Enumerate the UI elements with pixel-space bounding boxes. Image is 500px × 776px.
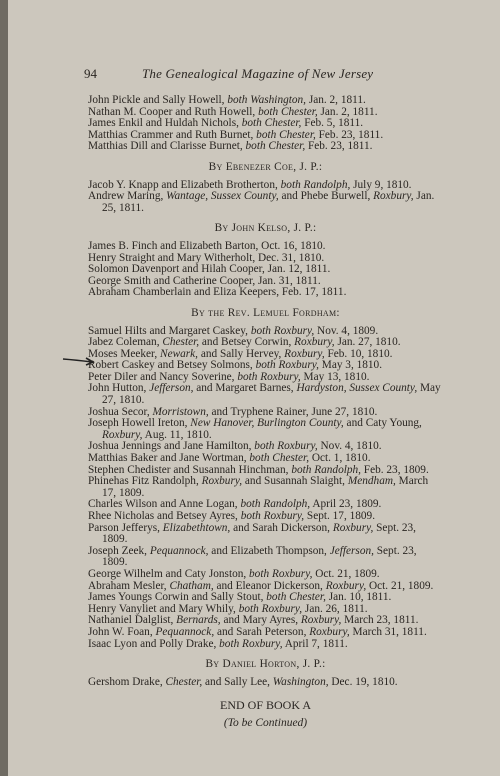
place-text: both Chester,: [241, 117, 302, 130]
entry-text: Abraham Chamberlain and Eliza Keepers, Feb. 17, 1811.: [88, 286, 347, 299]
entry-text: James Enkil and Huldah Nichols,: [88, 117, 242, 130]
entry-text: Jan. 26, 1811.: [302, 602, 368, 615]
entry-text: Joseph Howell Ireton,: [88, 417, 191, 430]
marriage-entry: [88, 418, 443, 441]
entry-text: John W. Foan,: [88, 625, 156, 638]
place-text: Newark,: [160, 347, 198, 360]
entry-text: Matthias Dill and Clarisse Burnet,: [88, 140, 246, 153]
entry-text: Joshua Secor,: [88, 405, 153, 418]
marriage-entry: [88, 383, 443, 406]
place-text: Chester,: [162, 336, 200, 349]
entry-text: Sept. 17, 1809.: [304, 510, 376, 522]
place-text: Elizabethtown,: [162, 521, 231, 534]
entry-text: Nathan M. Cooper and Ruth Howell,: [88, 105, 259, 118]
place-text: Roxbury,: [201, 475, 243, 488]
entry-text: and Sally Lee,: [202, 675, 273, 688]
marriage-entry: [88, 546, 443, 569]
place-text: Bernards,: [176, 614, 221, 627]
marriage-entry: [88, 141, 443, 153]
entry-text: and Elizabeth Thompson,: [208, 544, 330, 557]
entry-text: Jabez Coleman,: [88, 336, 163, 349]
entry-text: Joseph Zeek,: [88, 544, 150, 557]
entry-text: Parson Jefferys,: [88, 521, 163, 534]
entry-text: Isaac Lyon and Polly Drake,: [88, 637, 220, 650]
officiant-heading: By Daniel Horton, J. P.:: [205, 658, 326, 671]
officiant-heading: By Ebenezer Coe, J. P.:: [208, 160, 323, 173]
place-text: both Chester,: [258, 105, 318, 118]
end-of-book: END OF BOOK A: [219, 698, 311, 712]
entry-text: Moses Meeker,: [88, 347, 161, 360]
place-text: both Roxbury,: [238, 602, 303, 615]
place-text: Chatham,: [169, 579, 214, 592]
entry-text: Feb. 23, 1811.: [315, 128, 384, 141]
entry-text: Samuel Hilts and Margaret Caskey,: [88, 324, 251, 337]
entry-text: Oct. 21, 1809.: [366, 579, 434, 592]
entry-text: Oct. 21, 1809.: [312, 567, 380, 580]
place-text: both Roxbury,: [237, 370, 301, 383]
entry-text: John Pickle and Sally Howell,: [88, 94, 228, 106]
entry-text: and Caty Young,: [343, 417, 422, 430]
entry-text: Aug. 11, 1810.: [142, 428, 212, 441]
entry-text: and Tryphene Rainer, June 27, 1810.: [208, 405, 378, 418]
entry-text: Peter Diler and Nancy Soverine,: [88, 370, 238, 383]
marriage-entry: [88, 287, 443, 299]
entry-text: Matthias Baker and Jane Wortman,: [88, 452, 250, 465]
entry-text: Gershom Drake,: [88, 675, 166, 688]
place-text: both Roxbury,: [249, 567, 313, 580]
entry-text: Solomon Davenport and Hilah Cooper, Jan. 12, 1811.: [88, 263, 331, 276]
place-text: Roxbury,: [309, 625, 350, 638]
place-text: both Randolph,: [240, 498, 311, 511]
marriage-record-list: [88, 95, 443, 688]
entry-text: March 23, 1811.: [341, 614, 419, 627]
entry-text: Phinehas Fitz Randolph,: [88, 475, 202, 488]
place-text: Roxbury,: [102, 428, 143, 441]
place-text: both Randolph,: [280, 178, 351, 191]
entry-text: Rhee Nicholas and Betsey Ayres,: [88, 510, 241, 522]
entry-text: Stephen Chedister and Susannah Hinchman,: [88, 463, 292, 476]
place-text: Jefferson,: [149, 382, 194, 395]
entry-text: Jan. 27, 1810.: [334, 336, 401, 349]
entry-text: Jan. 10, 1811.: [325, 591, 392, 604]
place-text: both Chester,: [256, 128, 316, 141]
entry-text: Charles Wilson and Anne Logan,: [88, 498, 241, 511]
place-text: both Roxbury,: [219, 637, 283, 650]
running-title: The Genealogical Magazine of New Jersey: [142, 66, 374, 81]
entry-text: Feb. 23, 1811.: [305, 140, 373, 153]
entry-text: John Hutton,: [88, 382, 150, 395]
place-text: Roxbury,: [325, 579, 367, 592]
entry-text: Jan. 2, 1811.: [317, 105, 378, 118]
place-text: both Roxbury,: [255, 359, 319, 372]
place-text: both Randolph,: [291, 463, 361, 476]
entry-text: and Phebe Burwell,: [278, 190, 374, 203]
entry-text: and Sarah Peterson,: [214, 625, 310, 638]
page-footer: [88, 692, 443, 729]
entry-text: May 13, 1810.: [300, 370, 370, 383]
entry-text: April 7, 1811.: [282, 637, 348, 650]
entry-text: Feb. 23, 1809.: [360, 463, 429, 476]
entry-text: March 31, 1811.: [349, 625, 427, 638]
place-text: Wantage, Sussex County,: [166, 190, 279, 203]
entry-text: Abraham Mesler,: [88, 579, 170, 592]
entry-text: Nov. 4, 1810.: [317, 440, 382, 453]
place-text: Chester,: [165, 675, 203, 688]
to-be-continued: (To be Continued): [223, 717, 308, 729]
entry-text: July 9, 1810.: [350, 178, 412, 191]
place-text: Jefferson,: [329, 544, 374, 557]
entry-text: and Eleanor Dickerson,: [213, 579, 326, 592]
place-text: both Roxbury,: [240, 510, 305, 522]
officiant-heading: By the Rev. Lemuel Fordham:: [191, 306, 340, 319]
place-text: Roxbury,: [284, 347, 325, 360]
place-text: both Roxbury,: [250, 324, 315, 337]
place-text: Washington,: [272, 675, 329, 688]
entry-text: and Margaret Barnes,: [193, 382, 297, 395]
place-text: both Chester,: [245, 140, 306, 153]
entry-text: Henry Straight and Mary Witherholt, Dec. 31, 1810.: [88, 251, 325, 264]
entry-text: Nathaniel Dalglist,: [88, 614, 177, 627]
entry-text: Jan. 25, 1811.: [102, 190, 435, 214]
place-text: Hardyston, Sussex County,: [296, 382, 418, 395]
entry-text: Matthias Crammer and Ruth Burnet,: [88, 128, 257, 141]
place-text: Roxbury,: [332, 521, 374, 534]
entry-text: Joshua Jennings and Jane Hamilton,: [88, 440, 255, 453]
marriage-entry: [88, 677, 443, 689]
entry-text: Nov. 4, 1809.: [314, 324, 379, 337]
entry-text: and Sally Hervey,: [198, 347, 285, 360]
entry-text: May 3, 1810.: [318, 359, 383, 372]
entry-text: Sept. 23, 1809.: [102, 544, 417, 569]
place-text: both Roxbury,: [254, 440, 318, 453]
entry-text: Robert Caskey and Betsey Solmons,: [88, 359, 256, 372]
place-text: New Hanover, Burlington County,: [190, 417, 344, 430]
entry-text: George Wilhelm and Caty Jonston,: [88, 567, 250, 580]
entry-text: James B. Finch and Elizabeth Barton, Oct. 16, 1810.: [88, 239, 326, 252]
entry-text: Andrew Maring,: [88, 190, 167, 203]
marriage-entry: [88, 476, 443, 499]
place-text: Roxbury,: [300, 614, 342, 627]
entry-text: May 27, 1810.: [102, 382, 441, 407]
place-text: Mendham,: [347, 475, 396, 488]
entry-text: Jan. 2, 1811.: [306, 94, 366, 106]
marriage-entry: [88, 191, 443, 214]
entry-text: April 23, 1809.: [310, 498, 382, 511]
place-text: both Washington,: [227, 94, 306, 106]
officiant-heading: By John Kelso, J. P.:: [214, 222, 317, 235]
entry-text: Dec. 19, 1810.: [328, 675, 398, 688]
entry-text: Henry Vanyliet and Mary Whily,: [88, 602, 239, 615]
place-text: both Chester,: [266, 591, 326, 604]
entry-text: George Smith and Catherine Cooper, Jan. 31, 1811.: [88, 274, 321, 287]
entry-text: and Susannah Slaight,: [242, 475, 348, 488]
place-text: Morristown,: [152, 405, 209, 418]
marriage-entry: [88, 639, 443, 651]
entry-text: Oct. 1, 1810.: [309, 452, 371, 465]
page-number: 94: [84, 66, 97, 81]
place-text: Roxbury,: [294, 336, 335, 349]
entry-text: Sept. 23, 1809.: [102, 521, 417, 546]
entry-text: and Mary Ayres,: [220, 614, 301, 627]
entry-text: and Sarah Dickerson,: [230, 521, 333, 534]
entry-text: March 17, 1809.: [102, 475, 429, 499]
marriage-entry: [88, 523, 443, 546]
entry-text: Jacob Y. Knapp and Elizabeth Brotherton,: [88, 178, 281, 191]
place-text: Pequannock,: [149, 544, 209, 557]
document-page: [8, 0, 500, 776]
place-text: both Chester,: [249, 452, 310, 465]
entry-text: Feb. 5, 1811.: [301, 117, 364, 130]
entry-text: Feb. 10, 1810.: [324, 347, 393, 360]
place-text: Pequannock,: [155, 625, 215, 638]
entry-text: James Youngs Corwin and Sally Stout,: [88, 591, 267, 604]
place-text: Roxbury,: [373, 190, 414, 203]
entry-text: and Betsey Corwin,: [199, 336, 295, 349]
